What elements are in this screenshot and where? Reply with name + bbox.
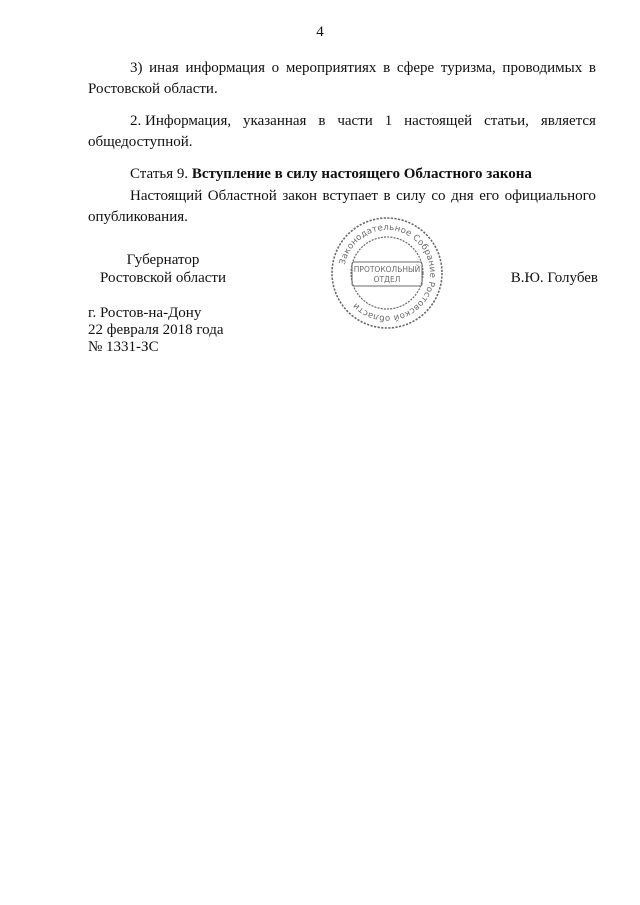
word: части bbox=[337, 113, 373, 129]
word: проводимых bbox=[502, 60, 583, 76]
official-stamp bbox=[330, 216, 444, 330]
word: статьи, bbox=[484, 113, 529, 129]
part-2-line-2: общедоступной. bbox=[88, 134, 193, 150]
word: мероприятиях bbox=[285, 60, 377, 76]
item-3 bbox=[88, 58, 596, 100]
word: в bbox=[383, 60, 391, 76]
word: туризма, bbox=[440, 60, 496, 76]
word: вступает bbox=[322, 188, 378, 204]
article-9-text-line-1 bbox=[88, 186, 596, 207]
stamp-center-line-1: ПРОТОКОЛЬНЫЙ bbox=[353, 265, 421, 274]
word: закон bbox=[282, 188, 317, 204]
item-3-line-1 bbox=[88, 58, 596, 79]
part-2 bbox=[88, 111, 596, 153]
word: его bbox=[479, 188, 500, 204]
word: Областной bbox=[207, 188, 277, 204]
date: 22 февраля 2018 года bbox=[88, 322, 224, 338]
stamp-ring-text: Законодательное Собрание Ростовской области bbox=[337, 222, 438, 324]
word: 3) bbox=[130, 60, 143, 76]
word: дня bbox=[451, 188, 474, 204]
word: со bbox=[431, 188, 446, 204]
signer-name: В.Ю. Голубев bbox=[510, 270, 598, 286]
item-3-line-2: Ростовской области. bbox=[88, 81, 218, 97]
word: настоящей bbox=[404, 113, 473, 129]
signature-title bbox=[88, 251, 238, 287]
word: о bbox=[271, 60, 280, 76]
signature-title-line-1: Губернатор bbox=[126, 252, 200, 268]
word: указанная bbox=[243, 113, 307, 129]
article-9-prefix: Статья 9. bbox=[130, 166, 189, 182]
word: иная bbox=[149, 60, 179, 76]
word: силу bbox=[396, 188, 426, 204]
word: сфере bbox=[396, 60, 435, 76]
word: Настоящий bbox=[130, 188, 203, 204]
signature-title-line-2: Ростовской области bbox=[100, 270, 226, 286]
word: 1 bbox=[384, 113, 393, 129]
word: в bbox=[588, 60, 596, 76]
word: информация bbox=[185, 60, 265, 76]
law-number: № 1331-ЗС bbox=[88, 339, 159, 355]
article-9-title: Вступление в силу настоящего Областного закона bbox=[191, 166, 532, 182]
word: в bbox=[318, 113, 326, 129]
document-body bbox=[88, 58, 596, 228]
stamp-center-line-2: ОТДЕЛ bbox=[373, 275, 401, 284]
word: в bbox=[383, 188, 391, 204]
article-9-heading bbox=[88, 164, 596, 185]
part-2-line-1 bbox=[88, 111, 596, 132]
page-number: 4 bbox=[316, 24, 324, 40]
word: является bbox=[540, 113, 596, 129]
city: г. Ростов-на-Дону bbox=[88, 305, 202, 321]
word: 2. Информация, bbox=[130, 113, 232, 129]
article-9-text-line-2: опубликования. bbox=[88, 209, 188, 225]
place-date-block bbox=[88, 305, 224, 356]
word: официального bbox=[504, 188, 596, 204]
stamp-seal-icon bbox=[330, 216, 444, 330]
